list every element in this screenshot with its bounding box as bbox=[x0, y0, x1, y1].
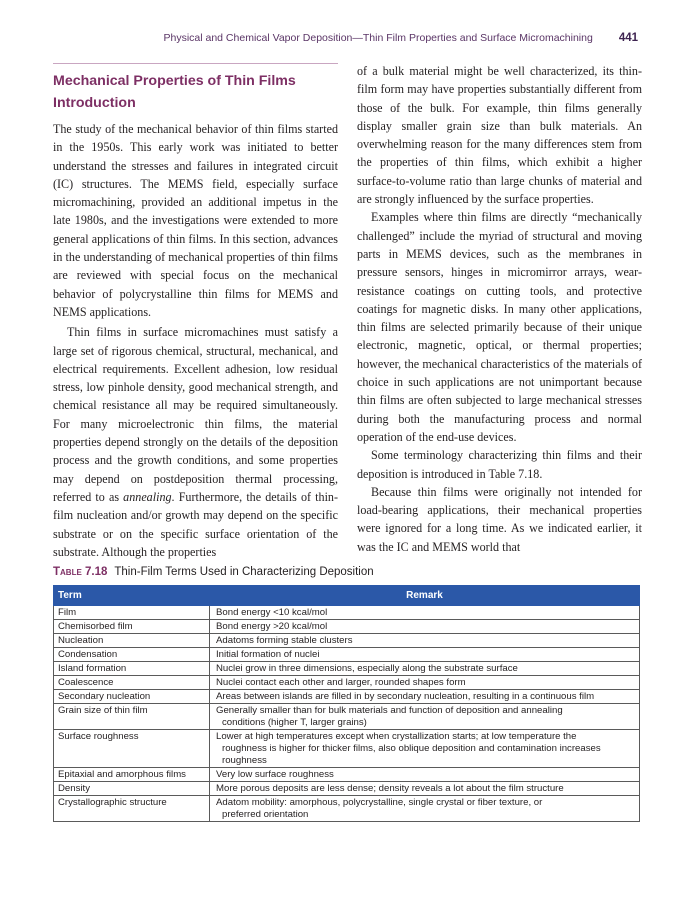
terms-table bbox=[53, 585, 640, 822]
table-row bbox=[54, 662, 640, 676]
table-row bbox=[54, 730, 640, 768]
table-row bbox=[54, 796, 640, 822]
section-subtitle: Introduction bbox=[53, 95, 136, 111]
term-cell: Chemisorbed film bbox=[54, 620, 210, 634]
term-cell: Crystallographic structure bbox=[54, 796, 210, 822]
remark-text: Nuclei grow in three dimensions, especially along the substrate surface bbox=[216, 663, 518, 674]
remark-text: Adatoms forming stable clusters bbox=[216, 635, 353, 646]
remark-cell bbox=[210, 634, 640, 648]
remark-cell bbox=[210, 662, 640, 676]
paragraph: Because thin films were originally not intended for load-bearing applications, their mechanical properties were ignored for a long time. As we indicated earlier, it was the IC and MEMS world that bbox=[357, 484, 642, 554]
paragraph: Some terminology characterizing thin films and their deposition is introduced in Table 7.18. bbox=[357, 448, 642, 481]
emphasis: annealing bbox=[123, 489, 172, 504]
remark-text: Bond energy >20 kcal/mol bbox=[216, 621, 328, 632]
table-row bbox=[54, 768, 640, 782]
remark-text: Initial formation of nuclei bbox=[216, 649, 320, 660]
table-row bbox=[54, 620, 640, 634]
term-cell: Condensation bbox=[54, 648, 210, 662]
remark-text: Adatom mobility: amorphous, polycrystalline, single crystal or fiber texture, or bbox=[216, 797, 543, 808]
section-rule bbox=[53, 63, 338, 64]
remark-continuation: conditions (higher T, larger grains) bbox=[222, 717, 367, 728]
table-row bbox=[54, 606, 640, 620]
term-cell: Density bbox=[54, 782, 210, 796]
section-title: Mechanical Properties of Thin Films bbox=[53, 73, 296, 89]
left-column bbox=[53, 70, 338, 561]
remark-cell bbox=[210, 648, 640, 662]
term-cell: Epitaxial and amorphous films bbox=[54, 768, 210, 782]
remark-cell bbox=[210, 690, 640, 704]
remark-cell bbox=[210, 620, 640, 634]
running-head bbox=[0, 32, 638, 44]
remark-cell bbox=[210, 704, 640, 730]
term-cell: Grain size of thin film bbox=[54, 704, 210, 730]
term-cell: Surface roughness bbox=[54, 730, 210, 768]
header-remark: Remark bbox=[210, 586, 640, 606]
remark-text: Areas between islands are filled in by secondary nucleation, resulting in a continuous film bbox=[216, 691, 595, 702]
term-cell: Island formation bbox=[54, 662, 210, 676]
table-row bbox=[54, 782, 640, 796]
remark-cell bbox=[210, 730, 640, 768]
page-number: 441 bbox=[618, 32, 638, 44]
table-row bbox=[54, 648, 640, 662]
table-row bbox=[54, 676, 640, 690]
table-row bbox=[54, 690, 640, 704]
table-label: Table 7.18 bbox=[53, 566, 108, 578]
remark-cell bbox=[210, 768, 640, 782]
remark-text: Bond energy <10 kcal/mol bbox=[216, 607, 328, 618]
paragraph: of a bulk material might be well characterized, its thin-film form may have properties substantially different from those of the bulk. For example, thin films generally display smaller grain size than bulk materials. An overwhelming reason for the many differences stem from the properties of thin films, which exhibit a higher surface-to-volume ratio than large chunks of material and are strongly influenced by the surface properties. bbox=[357, 64, 642, 207]
right-column bbox=[357, 62, 642, 556]
term-cell: Secondary nucleation bbox=[54, 690, 210, 704]
remark-text: More porous deposits are less dense; density reveals a lot about the film structure bbox=[216, 783, 564, 794]
remark-text: Lower at high temperatures except when crystallization starts; at low temperature the bbox=[216, 731, 577, 742]
paragraph: The study of the mechanical behavior of thin films started in the 1950s. This early work was initiated to better understand the stresses and failures in integrated circuit (IC) structures. The MEMS field, especially surface micromachining, provided an additional impetus in the late 1980s, and the investigations were extended to more general applications of thin films. In this section, advances in the understanding of mechanical properties of thin films are reviewed with special focus on the mechanical behavior of polycrystalline thin films for MEMS and NEMS applications. bbox=[53, 122, 338, 319]
paragraph: Thin films in surface micromachines must satisfy a large set of rigorous chemical, structural, mechanical, and electrical requirements. Excellent adhesion, low residual stress, low pinhole density, good mechanical strength, and chemical resistance all may be required simultaneously. For many microelectronic thin films, the material properties depend strongly on the details of the deposition process and the growth conditions, and some properties may depend on postdeposition thermal processing, referred to as annealing. Furthermore, the details of thin-film nucleation and/or growth may depend on the specific substrate or on the specific surface orientation of the substrate. Although the properties bbox=[53, 325, 339, 559]
table-row bbox=[54, 704, 640, 730]
remark-cell bbox=[210, 676, 640, 690]
remark-cell bbox=[210, 796, 640, 822]
table-caption-text: Thin-Film Terms Used in Characterizing Deposition bbox=[114, 566, 374, 578]
table-row bbox=[54, 634, 640, 648]
remark-cell bbox=[210, 606, 640, 620]
table-header-row bbox=[54, 586, 640, 606]
remark-continuation: preferred orientation bbox=[222, 809, 309, 820]
remark-text: Very low surface roughness bbox=[216, 769, 334, 780]
remark-cell bbox=[210, 782, 640, 796]
remark-text: Generally smaller than for bulk materials and function of deposition and annealing bbox=[216, 705, 563, 716]
header-term: Term bbox=[54, 586, 210, 606]
running-title: Physical and Chemical Vapor Deposition—Thin Film Properties and Surface Micromachining bbox=[163, 32, 593, 44]
remark-text: Nuclei contact each other and larger, rounded shapes form bbox=[216, 677, 466, 688]
remark-continuation: roughness is higher for thicker films, also oblique deposition and contamination increases roughness bbox=[222, 743, 601, 766]
paragraph: Examples where thin films are directly “mechanically challenged” include the myriad of structural and moving parts in MEMS devices, such as the membranes in pressure sensors, hinges in micromirror arrays, wear-resistance coatings on cutting tools, and protective coatings for magnetic disks. In many other applications, thin films are selected primarily because of their unique electronic, magnetic, optical, or thermal properties; however, the mechanical characteristics of the materials of choice in such applications are not unimportant because thin films are often subjected to large mechanical stresses during both the manufacturing process and normal operation of the end-use devices. bbox=[357, 210, 642, 444]
term-cell: Coalescence bbox=[54, 676, 210, 690]
term-cell: Nucleation bbox=[54, 634, 210, 648]
term-cell: Film bbox=[54, 606, 210, 620]
table-caption bbox=[53, 566, 374, 578]
